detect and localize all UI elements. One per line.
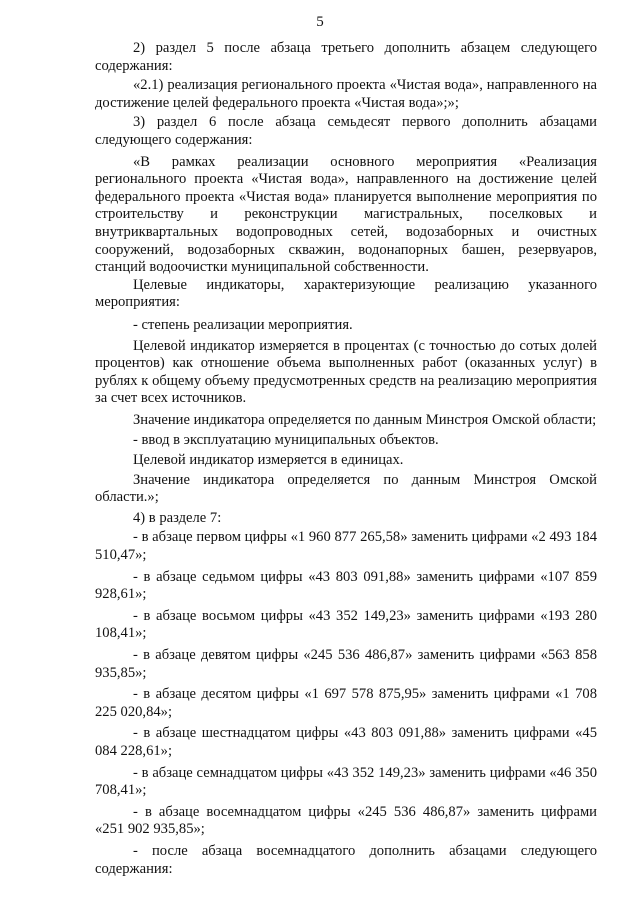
paragraph: Значение индикатора определяется по данным Минстроя Омской области.»; [95,471,597,506]
paragraph: 4) в разделе 7: [133,509,222,526]
paragraph: Целевые индикаторы, характеризующие реализацию указанного мероприятия: [95,276,597,311]
paragraph: 2) раздел 5 после абзаца третьего дополнить абзацем следующего содержания: [95,40,597,74]
paragraph: «В рамках реализации основного мероприятия «Реализация регионального проекта «Чистая вода», направленного на достижение целей федерального проекта «Чистая вода» планируется выполнение мероприятия по строительству и реконструкции магистральных, поселковых и внутриквартальных водопроводных сетей, водозаборных и очистных сооружений, водозаборных скважин, водонапорных башен, резервуаров, станций водоочистки муниципальной собственности. [95,153,597,276]
paragraph: «2.1) реализация регионального проекта «Чистая вода», направленного на достижение целей федерального проекта «Чистая вода»;»; [95,77,597,111]
paragraph: Целевой индикатор измеряется в единицах. [133,452,404,469]
paragraph: - ввод в эксплуатацию муниципальных объектов. [133,432,439,449]
paragraph: 3) раздел 6 после абзаца семьдесят первого дополнить абзацами следующего содержания: [95,114,597,148]
paragraph: Значение индикатора определяется по данным Минстроя Омской области; [133,411,597,428]
paragraph: Целевой индикатор измеряется в процентах (с точностью до сотых долей процентов) как отношение объема выполненных работ (оказанных услуг) в рублях к общему объему предусмотренных средств на реализацию мероприятия за счет всех источников. [95,337,597,407]
page-number: 5 [316,14,324,30]
paragraph: - после абзаца восемнадцатого дополнить абзацами следующего содержания: [95,842,597,877]
paragraph: - в абзаце восьмом цифры «43 352 149,23» заменить цифрами «193 280 108,41»; [95,607,597,642]
paragraph: - в абзаце десятом цифры «1 697 578 875,95» заменить цифрами «1 708 225 020,84»; [95,686,597,720]
paragraph: - в абзаце шестнадцатом цифры «43 803 091,88» заменить цифрами «45 084 228,61»; [95,725,597,759]
document-body [95,40,597,878]
paragraph: - в абзаце девятом цифры «245 536 486,87» заменить цифрами «563 858 935,85»; [95,647,597,681]
paragraph: - в абзаце седьмом цифры «43 803 091,88» заменить цифрами «107 859 928,61»; [95,568,597,603]
paragraph: - в абзаце семнадцатом цифры «43 352 149,23» заменить цифрами «46 350 708,41»; [95,764,597,799]
paragraph: - степень реализации мероприятия. [133,316,353,333]
paragraph: - в абзаце первом цифры «1 960 877 265,58» заменить цифрами «2 493 184 510,47»; [95,529,597,564]
paragraph: - в абзаце восемнадцатом цифры «245 536 486,87» заменить цифрами «251 902 935,85»; [95,803,597,838]
